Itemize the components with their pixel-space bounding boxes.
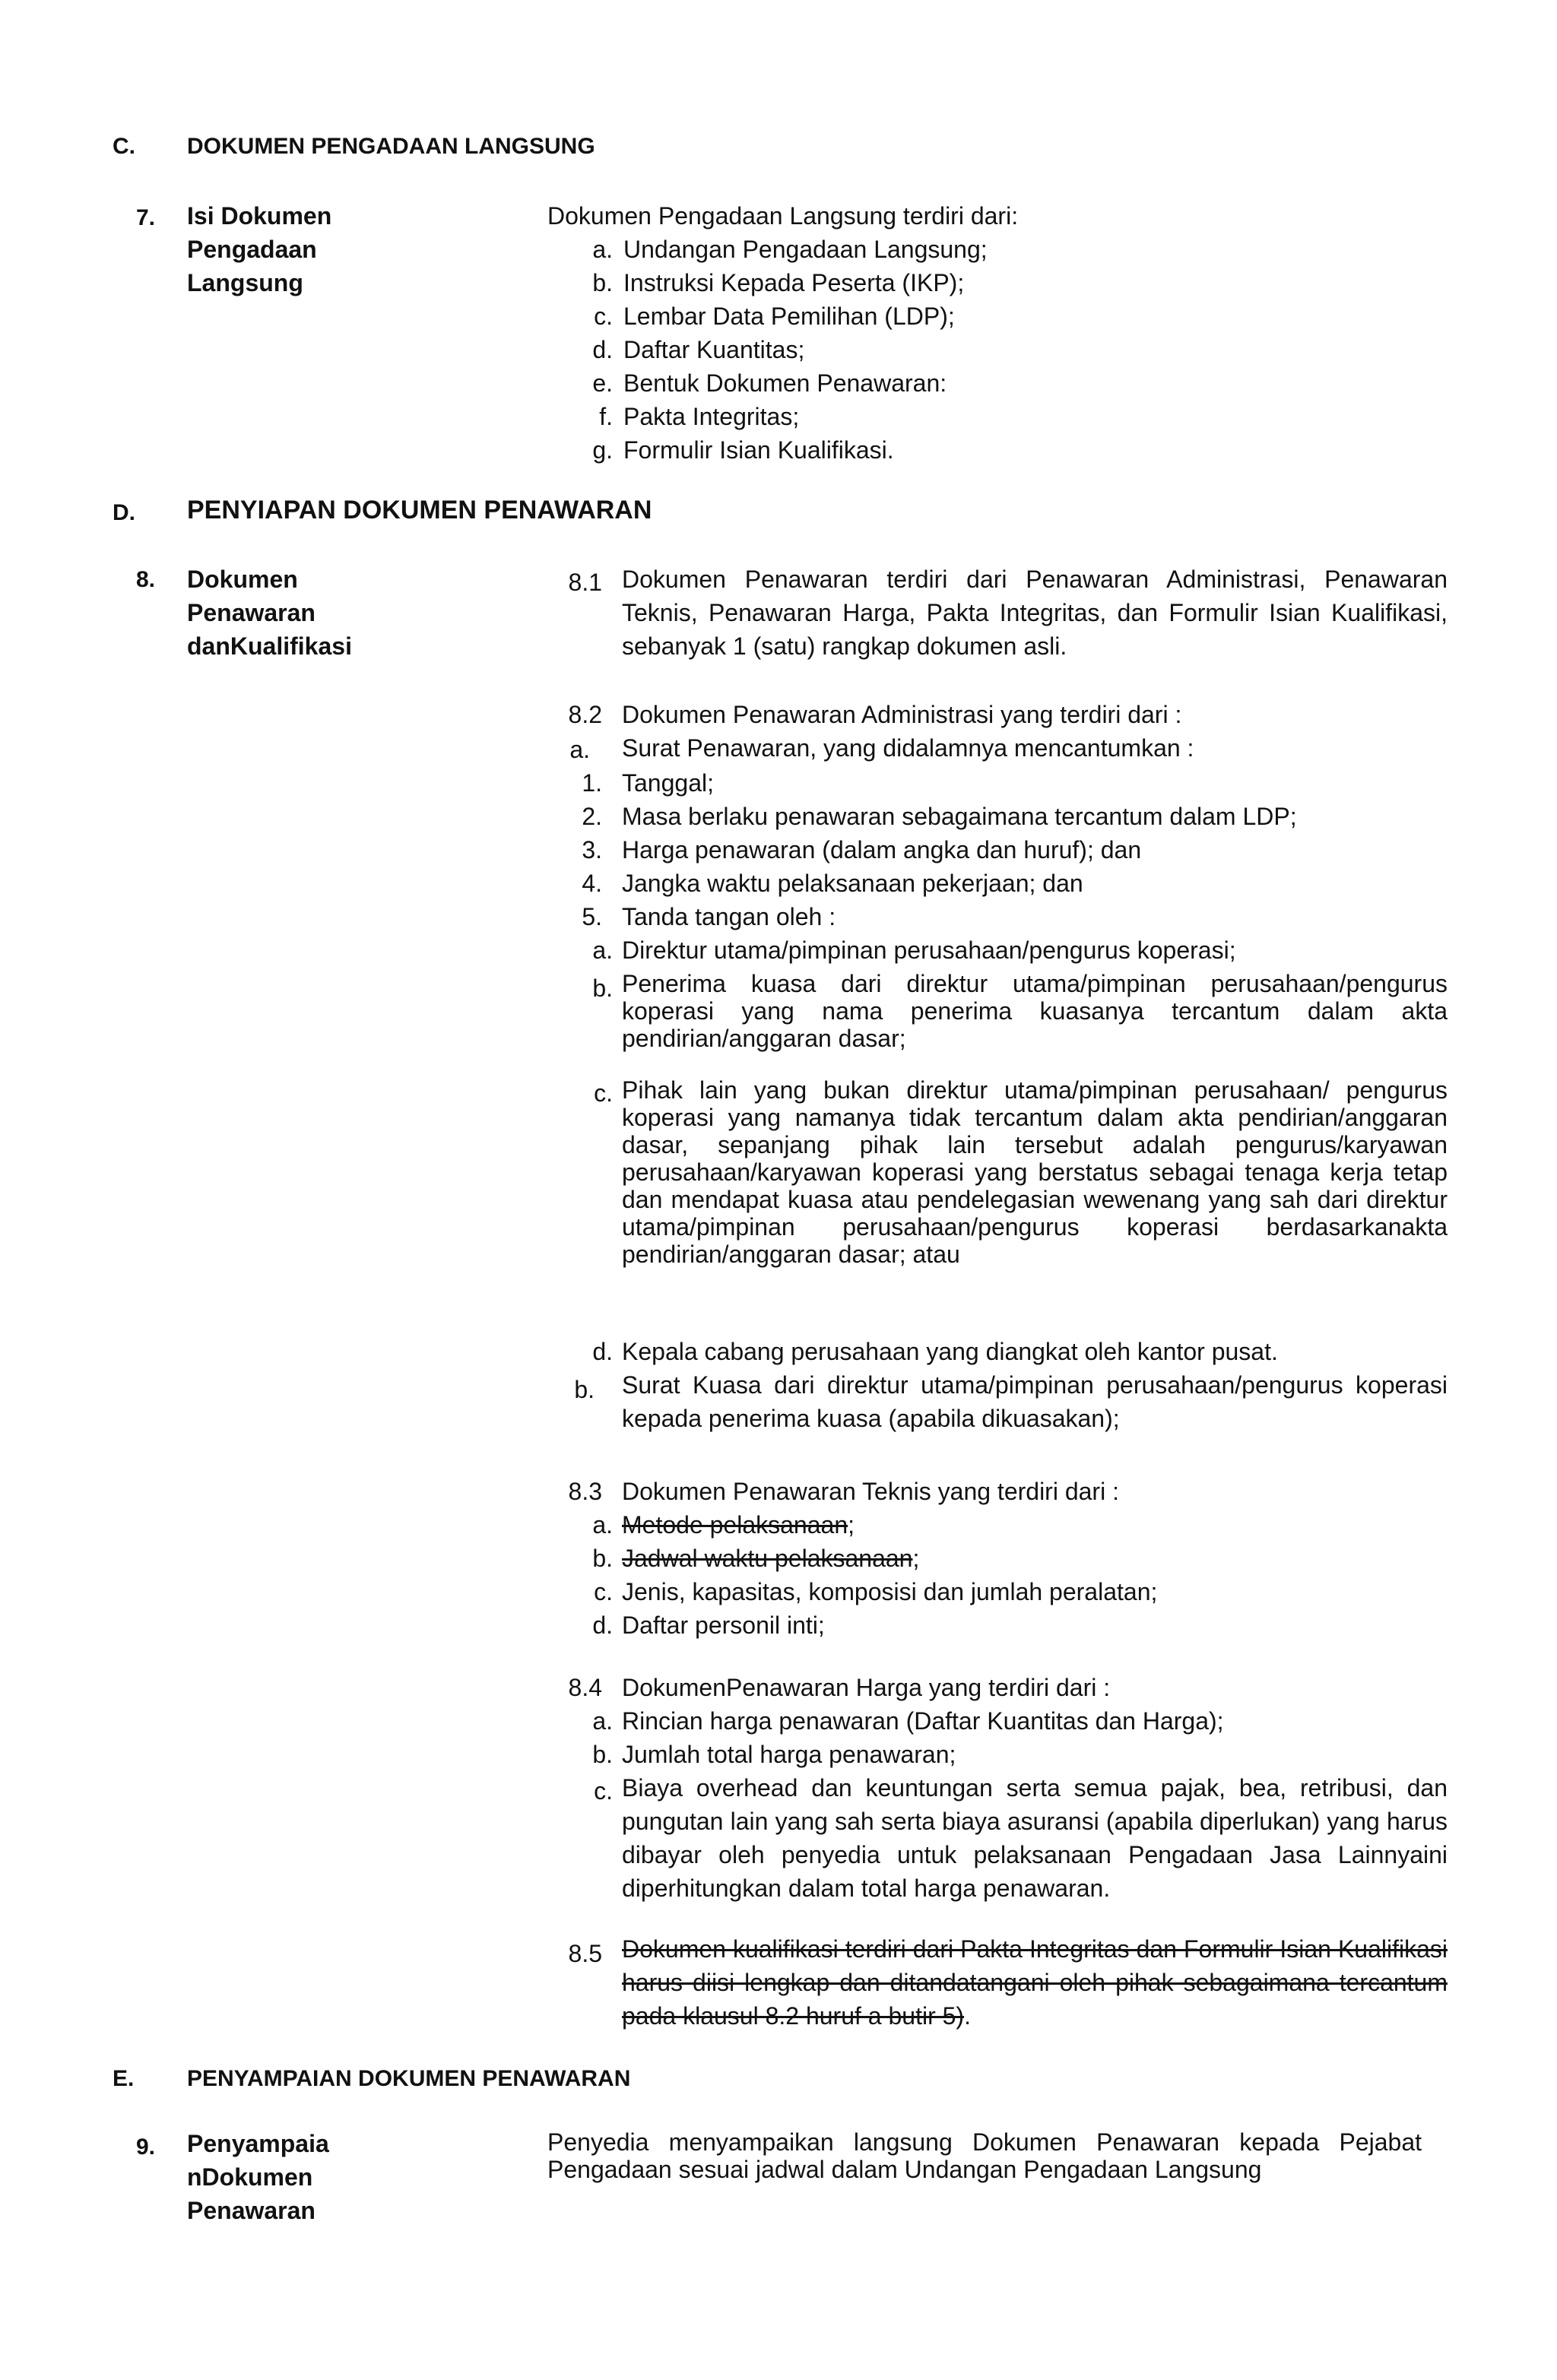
clause-text: Dokumen Penawaran Teknis yang terdiri dari : — [622, 1478, 1119, 1505]
clause-text: DokumenPenawaran Harga yang terdiri dari : — [622, 1674, 1111, 1701]
price-list — [547, 1704, 1460, 1905]
numbered-list — [547, 766, 1460, 933]
list-marker: d. — [592, 1338, 613, 1365]
list-marker: c. — [594, 1079, 613, 1107]
list-item: a. Metode pelaksanaan; — [592, 1511, 855, 1539]
item-number: 9. — [135, 2134, 155, 2160]
list-marker: a. — [569, 736, 590, 763]
item7-list — [547, 233, 1460, 467]
list-item: a. Rincian harga penawaran (Daftar Kuantitas dan Harga); — [592, 1707, 1224, 1735]
list-item: 4. Jangka waktu pelaksanaan pekerjaan; dan — [582, 870, 1083, 897]
list-item: 1. Tanggal; — [582, 769, 714, 797]
section-title: PENYAMPAIAN DOKUMEN PENAWARAN — [187, 2066, 631, 2091]
section-letter: D. — [113, 500, 135, 525]
item-number: 7. — [135, 205, 155, 230]
list-text: Surat Kuasa dari direktur utama/pimpinan perusahaan/pengurus koperasi kepada penerima kuasa (apabila dikuasakan); — [622, 1371, 1448, 1432]
list-item: c. Lembar Data Pemilihan (LDP); — [594, 303, 955, 330]
clause-number: 8.4 — [568, 1674, 602, 1701]
section-title: DOKUMEN PENGADAAN LANGSUNG — [187, 134, 595, 159]
section-title: PENYIAPAN DOKUMEN PENAWARAN — [187, 496, 652, 524]
list-item: b. Instruksi Kepada Peserta (IKP); — [592, 269, 965, 296]
list-item: a. Undangan Pengadaan Langsung; — [592, 236, 988, 263]
list-item: 3. Harga penawaran (dalam angka dan huruf); dan — [582, 836, 1142, 864]
list-item: b. Jumlah total harga penawaran; — [592, 1741, 956, 1768]
item-title: Dokumen Penawaran danKualifikasi — [187, 566, 352, 660]
list-item: b. Jadwal waktu pelaksanaan; — [592, 1545, 920, 1572]
clause-number: 8.2 — [568, 701, 602, 728]
clause-number: 8.5 — [568, 1940, 602, 1967]
list-text: Penerima kuasa dari direktur utama/pimpinan perusahaan/pengurus koperasi yang nama penerima kuasanya tercantum dalam akta pendirian/anggaran dasar; — [622, 970, 1448, 1052]
clause-text: Dokumen kualifikasi terdiri dari Pakta Integritas dan Formulir Isian Kualifikasi harus diisi lengkap dan ditandatangani oleh pihak sebagaimana tercantum pada klausul 8.2 huruf a butir 5). — [622, 1935, 1448, 2030]
item-intro: Dokumen Pengadaan Langsung terdiri dari: — [547, 202, 1019, 230]
list-item: 5. Tanda tangan oleh : — [582, 903, 836, 930]
list-item: g. Formulir Isian Kualifikasi. — [592, 436, 894, 464]
list-text: Pihak lain yang bukan direktur utama/pimpinan perusahaan/ pengurus koperasi yang namanya tidak tercantum dalam akta pendirian/anggaran dasar, sepanjang pihak lain tersebut adalah pengurus/karyawan perusahaan/karyawan koperasi yang berstatus sebagai tenaga kerja tetap dan mendapat kuasa atau pendelegasian wewenang yang sah dari direktur utama/pimpinan perusahaan/pengurus koperasi berdasarkanakta pendirian/anggaran dasar; atau — [622, 1076, 1448, 1268]
clause-text: Dokumen Penawaran terdiri dari Penawaran Administrasi, Penawaran Teknis, Penawaran Harga, Pakta Integritas, dan Formulir Isian Kualifikasi, sebanyak 1 (satu) rangkap dokumen asli. — [622, 566, 1448, 660]
item-number: 8. — [135, 567, 155, 592]
list-item: 2. Masa berlaku penawaran sebagaimana tercantum dalam LDP; — [582, 803, 1297, 830]
list-item: c. Jenis, kapasitas, komposisi dan jumlah peralatan; — [594, 1578, 1158, 1605]
clause-number: 8.3 — [568, 1478, 602, 1505]
list-item: f. Pakta Integritas; — [599, 403, 800, 430]
item-title: Penyampaia nDokumen Penawaran — [187, 2130, 329, 2224]
section-letter: E. — [113, 2066, 135, 2091]
item-title: Isi Dokumen Pengadaan Langsung — [187, 202, 332, 296]
list-item: e. Bentuk Dokumen Penawaran: — [592, 369, 947, 397]
item-text: Penyedia menyampaikan langsung Dokumen Penawaran kepada Pejabat Pengadaan sesuai jadwal dalam Undangan Pengadaan Langsung — [547, 2128, 1422, 2183]
list-marker: b. — [592, 975, 613, 1002]
list-text: Direktur utama/pimpinan perusahaan/pengurus koperasi; — [622, 936, 1236, 964]
list-item: d. Daftar personil inti; — [592, 1611, 825, 1639]
tech-list — [547, 1508, 1460, 1642]
list-marker: b. — [574, 1376, 595, 1403]
clause-text: Dokumen Penawaran Administrasi yang terdiri dari : — [622, 701, 1182, 728]
list-marker: a. — [592, 936, 613, 964]
list-item: c. Biaya overhead dan keuntungan serta semua pajak, bea, retribusi, dan pungutan lain yang sah serta biaya asuransi (apabila diperlukan) yang harus dibayar oleh penyedia untuk pelaksanaan Pengadaan Jasa Lainnyaini diperhitungkan dalam total harga penawaran. — [594, 1774, 1448, 1902]
list-text: Kepala cabang perusahaan yang diangkat oleh kantor pusat. — [622, 1338, 1278, 1365]
section-letter: C. — [113, 134, 135, 159]
list-text: Surat Penawaran, yang didalamnya mencantumkan : — [622, 734, 1194, 762]
list-item: d. Daftar Kuantitas; — [592, 336, 805, 363]
clause-number: 8.1 — [568, 569, 602, 596]
